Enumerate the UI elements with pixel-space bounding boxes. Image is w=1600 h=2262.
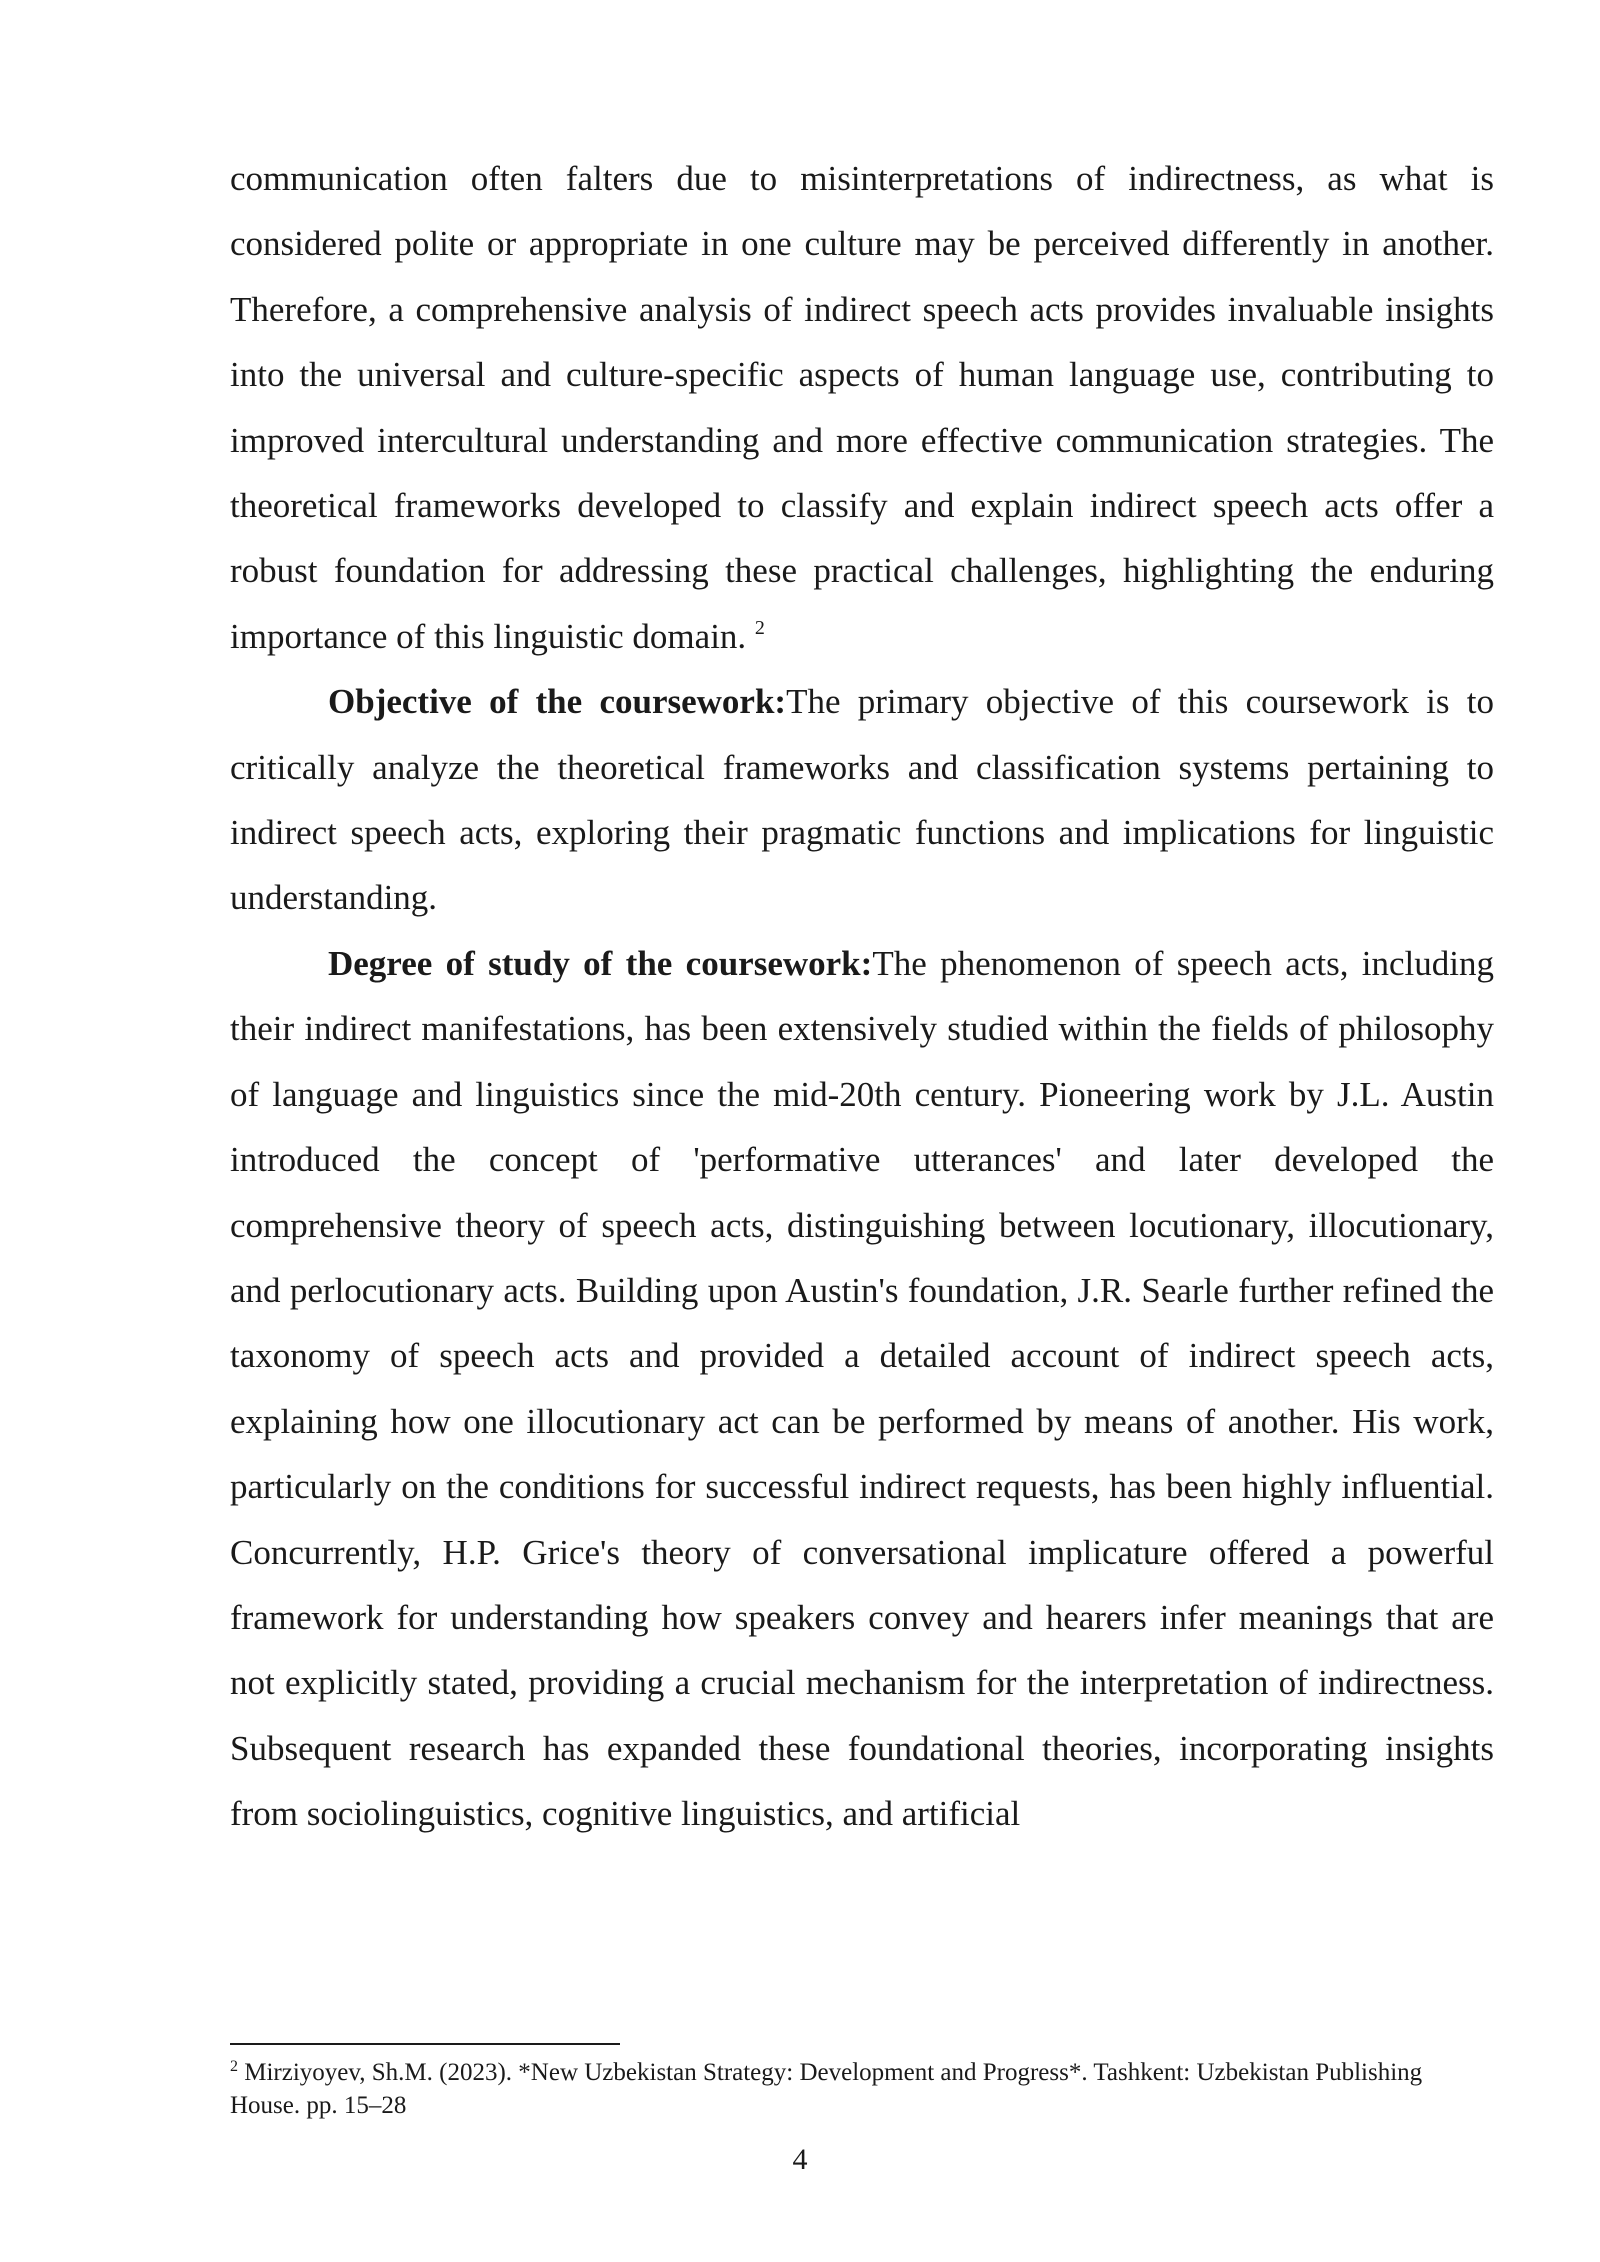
body-text bbox=[230, 146, 1494, 1847]
footnote bbox=[230, 2056, 1494, 2122]
paragraph-degree-of-study bbox=[230, 931, 1494, 1847]
footnote-reference[interactable]: 2 bbox=[754, 616, 765, 639]
section-heading-degree-of-study: Degree of study of the coursework: bbox=[328, 943, 873, 983]
paragraph-text: The primary objective of this coursework is to critically analyze the theoretical frameworks and classification systems pertaining to indirect speech acts, exploring their pragmatic functions and implications for linguistic understanding. bbox=[230, 682, 1494, 918]
paragraph-objective bbox=[230, 669, 1494, 931]
paragraph-text: The phenomenon of speech acts, including their indirect manifestations, has been extensively studied within the fields of philosophy of language and linguistics since the mid-20th century. Pioneering work by J.L. Austin introduced the concept of 'performative utterances' and later developed the comprehensive theory of speech acts, distinguishing between locutionary, illocutionary, and perlocutionary acts. Building upon Austin's foundation, J.R. Searle further refined the taxonomy of speech acts and provided a detailed account of indirect speech acts, explaining how one illocutionary act can be performed by means of another. His work, particularly on the conditions for successful indirect requests, has been highly influential. Concurrently, H.P. Grice's theory of conversational implicature offered a powerful framework for understanding how speakers convey and hearers infer meanings that are not explicitly stated, providing a crucial mechanism for the interpretation of indirectness. Subsequent research has expanded these foundational theories, incorporating insights from sociolinguistics, cognitive linguistics, and artificial bbox=[230, 943, 1494, 1834]
section-heading-objective: Objective of the coursework: bbox=[328, 682, 787, 722]
paragraph-continuation bbox=[230, 146, 1494, 669]
page-number: 4 bbox=[792, 2143, 808, 2176]
footnote-separator bbox=[230, 2043, 620, 2045]
footnote-text: Mirziyoyev, Sh.M. (2023). *New Uzbekistan Strategy: Development and Progress*. Tashkent: Uzbekistan Publishing House. pp. 15–28 bbox=[230, 2059, 1423, 2119]
paragraph-text: communication often falters due to misinterpretations of indirectness, as what is considered polite or appropriate in one culture may be perceived differently in another. Therefore, a comprehensive analysis of indirect speech acts provides invaluable insights into the universal and culture-specific aspects of human language use, contributing to improved intercultural understanding and more effective communication strategies. The theoretical frameworks developed to classify and explain indirect speech acts offer a robust foundation for addressing these practical challenges, highlighting the enduring importance of this linguistic domain. bbox=[230, 159, 1494, 656]
footnote-marker: 2 bbox=[230, 2058, 238, 2075]
